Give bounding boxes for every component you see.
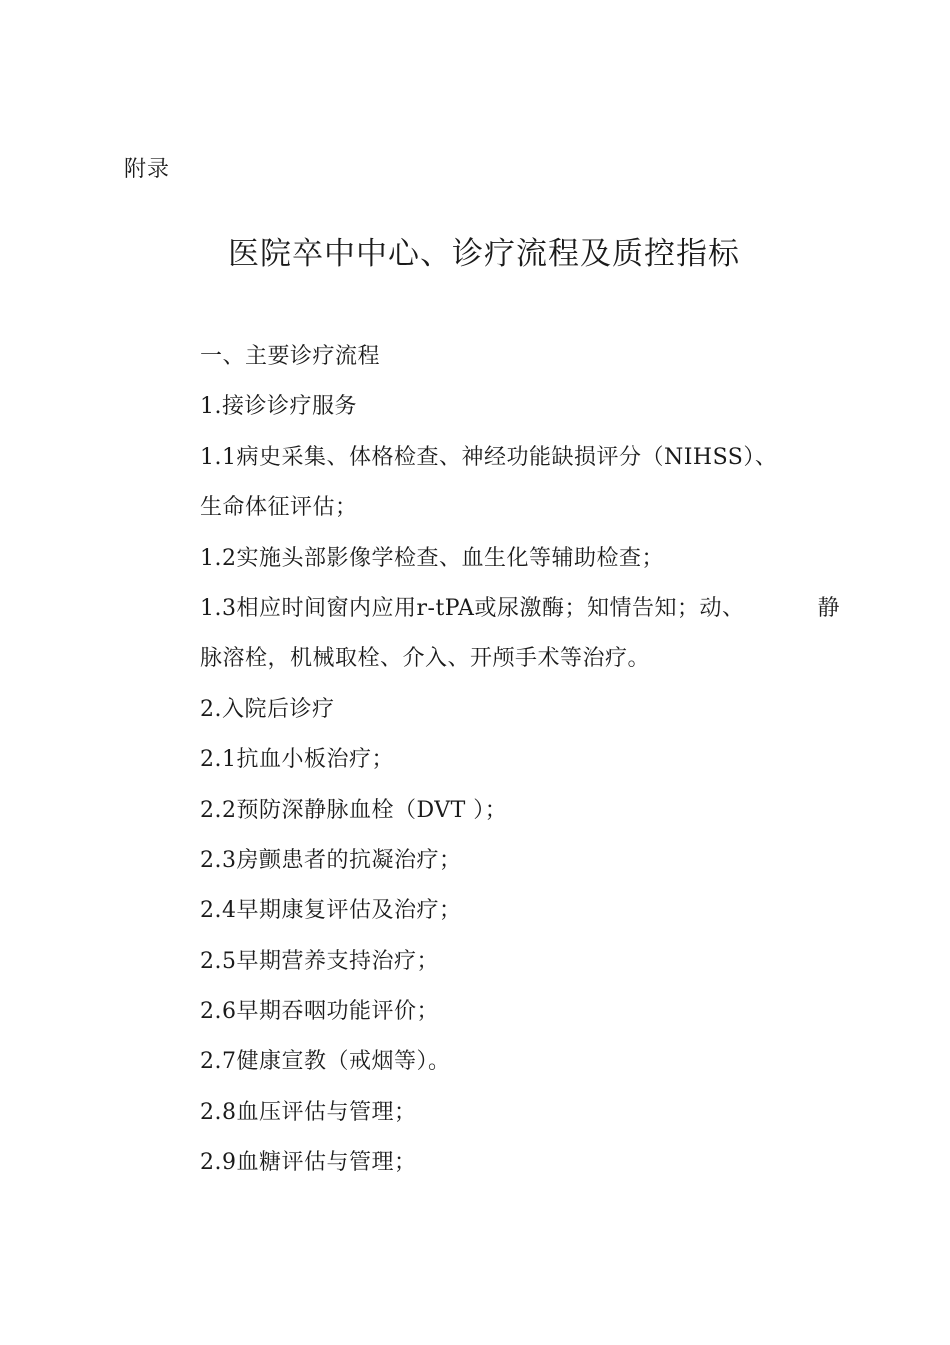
appendix-label: 附录: [124, 157, 171, 182]
item-1-2: 1.2实施头部影像学检查、血生化等辅助检查；: [200, 545, 664, 571]
item-2-3: 2.3房颤患者的抗凝治疗；: [200, 847, 462, 873]
item-2-9: 2.9血糖评估与管理；: [200, 1150, 417, 1176]
item-2-7: 2.7健康宣教（戒烟等）。: [200, 1049, 451, 1075]
item-1-3-line-2: 脉溶栓，机械取栓、介入、开颅手术等治疗。: [200, 646, 651, 672]
item-2-heading: 2.入院后诊疗: [200, 696, 335, 722]
item-2-5: 2.5早期营养支持治疗；: [200, 948, 439, 974]
section-heading: 一、主要诊疗流程: [200, 344, 381, 369]
item-2-4: 2.4早期康复评估及治疗；: [200, 898, 462, 924]
item-1-1-line-2: 生命体征评估；: [200, 495, 358, 521]
item-2-8: 2.8血压评估与管理；: [200, 1099, 417, 1125]
item-1-3-line-1-end: 静: [817, 595, 840, 621]
document-body: [200, 340, 840, 1197]
item-1-heading: 1.接诊诊疗服务: [200, 394, 357, 420]
item-1-3-line-1: [200, 592, 840, 642]
item-1-1-line-1: 1.1病史采集、体格检查、神经功能缺损评分（NIHSS）、: [200, 444, 778, 470]
item-1-3-line-1-main: 1.3相应时间窗内应用r-tPA或尿激酶；知情告知；动、: [200, 595, 745, 621]
item-2-6: 2.6早期吞咽功能评价；: [200, 999, 439, 1025]
item-2-2: 2.2预防深静脉血栓（DVT ）；: [200, 797, 508, 823]
item-2-1: 2.1抗血小板治疗；: [200, 747, 394, 773]
document-title: 医院卒中中心、诊疗流程及质控指标: [228, 236, 740, 272]
